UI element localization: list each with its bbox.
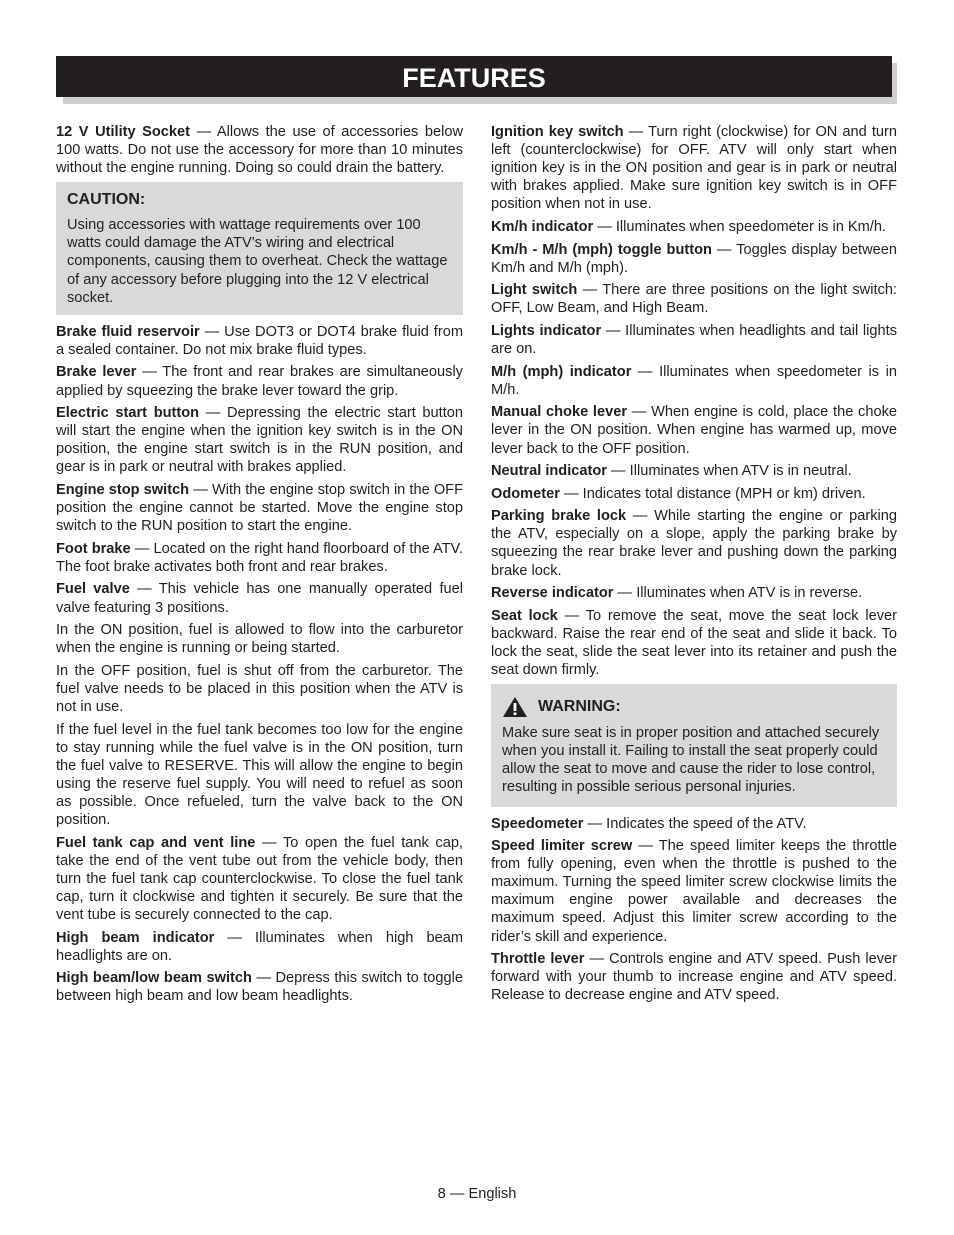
feature-foot-brake — [56, 540, 463, 576]
feature-term: Odometer — [491, 485, 560, 502]
feature-description: Illuminates when ATV is in neutral. — [629, 463, 852, 480]
feature-term: 12 V Utility Socket — [56, 124, 191, 140]
term-separator: — — [557, 607, 586, 624]
feature-speed-limiter-screw — [491, 837, 897, 946]
feature-term: Reverse indicator — [491, 585, 614, 602]
page-title: FEATURES — [56, 56, 892, 97]
feature-description: If the fuel level in the fuel tank becomes too low for the engine to stay running while the fuel valve is in the ON position, turn the fuel valve to RESERVE. This will allow the engine to begin using the reserve fuel supply. You will need to refuel as soon as possible. Once refueled, turn the valve back to the ON position. — [56, 721, 463, 829]
feature-term: Lights indicator — [491, 322, 602, 339]
feature-term: Speed limiter screw — [491, 838, 633, 855]
feature-km-h-indicator — [491, 218, 897, 236]
feature-term: Seat lock — [491, 607, 558, 624]
term-separator: — — [189, 482, 212, 498]
feature-12-v-utility-socket — [56, 123, 463, 177]
feature-brake-lever — [56, 363, 463, 399]
feature-high-beam-low-beam-switch — [56, 969, 463, 1005]
feature-description: Controls engine and ATV speed. Push lever forward with your thumb to increase engine and ATV speed. Release to decrease engine and ATV speed. — [491, 951, 897, 1004]
term-separator: — — [711, 241, 737, 258]
feature-description: Located on the right hand floorboard of the ATV. The foot brake activates both front and rear brakes. — [56, 540, 463, 575]
feature-paragraph — [56, 721, 463, 830]
feature-description: In the OFF position, fuel is shut off from the carburetor. The fuel valve needs to be placed in this position when the ATV is not in use. — [56, 662, 463, 716]
term-separator: — — [623, 124, 649, 140]
term-separator: — — [626, 508, 655, 525]
right-column — [491, 123, 897, 1009]
warning-title: WARNING: — [538, 698, 621, 716]
term-separator: — — [601, 322, 626, 339]
term-separator: — — [199, 405, 228, 422]
feature-seat-lock — [491, 607, 897, 679]
feature-description: Illuminates when ATV is in reverse. — [636, 585, 863, 602]
feature-term: Parking brake lock — [491, 508, 627, 525]
feature-description: While starting the engine or parking the ATV, especially on a slope, apply the parking brake by squeezing the rear brake lever and pushing down the parking brake lock. — [491, 508, 898, 579]
feature-term: Foot brake — [56, 540, 131, 557]
term-separator: — — [632, 838, 659, 855]
feature-description: Use DOT3 or DOT4 brake fluid from a sealed container. Do not mix brake fluid types. — [56, 323, 463, 358]
feature-description: Illuminates when speedometer is in Km/h. — [615, 218, 886, 235]
term-separator: — — [613, 585, 637, 602]
feature-parking-brake-lock — [491, 507, 897, 579]
term-separator: — — [130, 540, 154, 557]
feature-description: Depress this switch to toggle between high beam and low beam headlights. — [56, 970, 464, 1005]
feature-lights-indicator — [491, 322, 897, 358]
term-separator: — — [559, 485, 583, 502]
feature-description: Illuminates when headlights and tail lights are on. — [491, 322, 898, 358]
feature-term: Light switch — [491, 282, 578, 299]
feature-ignition-key-switch — [491, 123, 897, 213]
feature-speedometer — [491, 815, 897, 833]
warning-triangle-icon — [502, 696, 528, 718]
warning-text: Make sure seat is in proper position and attached securely when you install it. Failing to install the seat properly could allow the seat to move and cause the rider to lose control, resulting in possible serious personal injuries. — [502, 725, 880, 796]
feature-term: Brake lever — [56, 364, 137, 381]
caution-text: Using accessories with wattage requirements over 100 watts could damage the ATV’s wiring and electrical components, causing them to overheat. Check the wattage of any accessory before plugging into the 12 V electrical socket. — [67, 217, 448, 306]
feature-fuel-tank-cap-and-vent-line — [56, 834, 463, 924]
feature-description: Indicates total distance (MPH or km) driven. — [582, 485, 866, 502]
warning-heading — [502, 696, 886, 718]
feature-paragraph — [56, 662, 463, 716]
feature-description: Allows the use of accessories below 100 watts. Do not use the accessory for more than 10 minutes without the engine running. Doing so could drain the battery. — [56, 124, 463, 177]
feature-description: Depressing the electric start button will start the engine when the ignition key switch is in the ON position, the engine start switch is in the RUN position, and gear is in park or neutral with brakes applied. — [56, 405, 463, 476]
feature-description: Turn right (clockwise) for ON and turn left (counterclockwise) for OFF. ATV will only start when ignition key is in the ON position and gear is in park or neutral with brakes applied. Make sure ignition key switch is in OFF position when not in use. — [491, 124, 897, 213]
term-separator: — — [627, 404, 652, 421]
feature-term: Fuel tank cap and vent line — [56, 834, 256, 851]
feature-description: Illuminates when speedometer is in M/h. — [491, 363, 897, 398]
feature-throttle-lever — [491, 950, 897, 1004]
feature-reverse-indicator — [491, 584, 897, 602]
feature-description: In the ON position, fuel is allowed to flow into the carburetor when the engine is running or being started. — [56, 622, 463, 657]
feature-description: The speed limiter keeps the throttle from fully opening, even when the throttle is pushed to the maximum. Turning the speed limiter screw clockwise limits the maximum engine power available and decreases the maximum speed. Adjust this limiter screw according to the rider’s skill and experience. — [491, 838, 897, 945]
feature-m-h-mph-indicator — [491, 363, 897, 399]
feature-term: Speedometer — [491, 815, 584, 832]
feature-electric-start-button — [56, 404, 463, 476]
feature-brake-fluid-reservoir — [56, 323, 463, 359]
term-separator: — — [583, 815, 607, 832]
feature-high-beam-indicator — [56, 929, 463, 965]
term-separator: — — [577, 282, 603, 299]
feature-term: Km/h - M/h (mph) toggle button — [491, 241, 712, 258]
term-separator: — — [190, 124, 217, 140]
feature-description: When engine is cold, place the choke lever in the ON position. When engine has warmed up, move lever back to the OFF position. — [491, 404, 897, 457]
term-separator: — — [199, 323, 225, 340]
term-separator: — — [606, 463, 630, 480]
feature-term: M/h (mph) indicator — [491, 363, 632, 380]
feature-description: Toggles display between Km/h and M/h (mph). — [491, 241, 898, 276]
term-separator: — — [214, 929, 256, 946]
term-separator: — — [593, 218, 616, 235]
term-separator: — — [136, 364, 163, 381]
feature-paragraph — [56, 621, 463, 657]
feature-term: Throttle lever — [491, 951, 585, 968]
warning-box — [491, 684, 897, 806]
feature-term: Km/h indicator — [491, 218, 594, 235]
feature-term: Brake fluid reservoir — [56, 323, 200, 340]
caution-box — [56, 182, 463, 314]
feature-light-switch — [491, 281, 897, 317]
feature-description: The front and rear brakes are simultaneously applied by squeezing the brake lever toward the grip. — [56, 364, 463, 399]
feature-description: There are three positions on the light switch: OFF, Low Beam, and High Beam. — [491, 282, 897, 317]
feature-term: Electric start button — [56, 405, 200, 422]
feature-description: With the engine stop switch in the OFF position the engine cannot be started. Move the engine stop switch to the RUN position to start the engine. — [56, 482, 464, 535]
feature-term: Engine stop switch — [56, 482, 190, 498]
term-separator: — — [584, 951, 610, 968]
feature-description: Indicates the speed of the ATV. — [606, 815, 807, 832]
feature-km-h-m-h-mph-toggle-button — [491, 241, 897, 277]
term-separator: — — [129, 581, 159, 598]
feature-manual-choke-lever — [491, 403, 897, 457]
term-separator: — — [255, 834, 283, 851]
page-footer: 8 — English — [437, 1186, 517, 1202]
term-separator: — — [631, 363, 660, 380]
feature-term: Neutral indicator — [491, 463, 607, 480]
feature-odometer — [491, 485, 897, 503]
feature-term: High beam indicator — [56, 929, 215, 946]
feature-neutral-indicator — [491, 462, 897, 480]
feature-fuel-valve — [56, 580, 463, 616]
caution-title: CAUTION: — [67, 191, 146, 209]
feature-term: Manual choke lever — [491, 404, 628, 421]
feature-term: Ignition key switch — [491, 124, 624, 140]
feature-description: To open the fuel tank cap, take the end of the vent tube out from the vehicle body, then turn the fuel tank cap counterclockwise. To close the fuel tank cap, turn it clockwise and tighten it securely. Be sure that the vent tube is securely connected to the cap. — [56, 834, 463, 924]
feature-description: This vehicle has one manually operated fuel valve featuring 3 positions. — [56, 581, 463, 616]
feature-term: Fuel valve — [56, 581, 130, 598]
term-separator: — — [251, 970, 276, 987]
left-column — [56, 123, 463, 1010]
feature-description: To remove the seat, move the seat lock lever backward. Raise the rear end of the seat and slide it back. To lock the seat, slide the seat lever into its retainer and push the seat down firmly. — [491, 607, 897, 679]
feature-engine-stop-switch — [56, 481, 463, 535]
feature-description: Illuminates when high beam headlights are on. — [56, 929, 463, 964]
feature-term: High beam/low beam switch — [56, 970, 252, 987]
